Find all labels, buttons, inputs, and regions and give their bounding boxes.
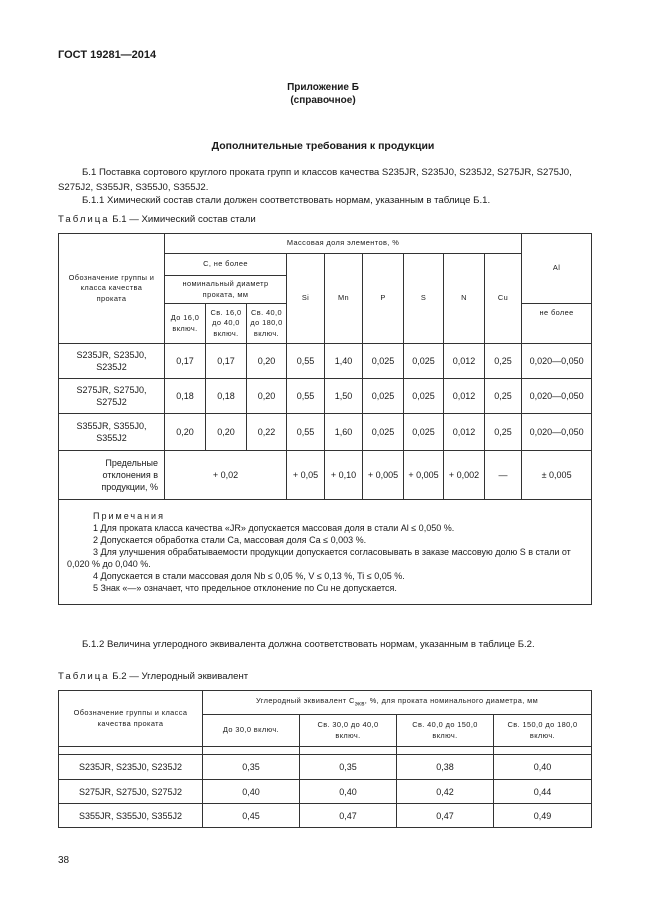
- deviation-mn-cell: + 0,10: [325, 451, 363, 500]
- p-cell: 0,025: [363, 379, 404, 414]
- ceq-cell: 0,44: [494, 780, 592, 804]
- appendix-subtitle: (справочное): [290, 95, 356, 106]
- table2-spacer: [59, 747, 203, 755]
- paragraph-b1-line1: Б.1 Поставка сортового круглого проката групп и классов качества S235JR, S235J0, S235J2, S275JR, S275J0,: [82, 167, 572, 178]
- c3-cell: 0,20: [247, 379, 287, 414]
- s-cell: 0,025: [404, 379, 444, 414]
- note-2: 2 Допускается обработка стали Са, массовая доля Са ≤ 0,003 %.: [93, 535, 367, 545]
- c2-cell: 0,17: [206, 344, 247, 379]
- al-cell: 0,020—0,050: [522, 344, 592, 379]
- ceq-header-pre: Углеродный эквивалент С: [255, 695, 355, 705]
- table1-group-header: Обозначение группы и класса качества проката: [59, 234, 165, 344]
- p-cell: 0,025: [363, 414, 404, 451]
- table2-diameter-3: Св. 40,0 до 150,0 включ.: [397, 715, 494, 747]
- section-title: Дополнительные требования к продукции: [211, 140, 435, 152]
- table1-mass-fraction-header: Массовая доля элементов, %: [165, 234, 522, 254]
- table1-n-header: N: [444, 254, 485, 344]
- table2-spacer: [203, 747, 300, 755]
- s-cell: 0,025: [404, 344, 444, 379]
- table2-spacer: [300, 747, 397, 755]
- ceq-cell: 0,47: [397, 804, 494, 828]
- table1-diameter-3: Св. 40,0 до 180,0 включ.: [247, 304, 287, 344]
- al-cell: 0,020—0,050: [522, 414, 592, 451]
- paragraph-b12: Б.1.2 Величина углеродного эквивалента должна соответствовать нормам, указанным в таблице Б.2.: [82, 639, 535, 650]
- p-cell: 0,025: [363, 344, 404, 379]
- table1-cu-header: Cu: [485, 254, 522, 344]
- grade-cell: S275JR, S275J0, S275J2: [59, 780, 203, 804]
- table2-spacer: [397, 747, 494, 755]
- c2-cell: 0,20: [206, 414, 247, 451]
- c1-cell: 0,18: [165, 379, 206, 414]
- ceq-cell: 0,49: [494, 804, 592, 828]
- table2-diameter-2: Св. 30,0 до 40,0 включ.: [300, 715, 397, 747]
- s-cell: 0,025: [404, 414, 444, 451]
- page-number: 38: [58, 855, 70, 866]
- appendix-title: Приложение Б: [287, 82, 359, 93]
- note-1: 1 Для проката класса качества «JR» допускается массовая доля в стали Al ≤ 0,050 %.: [93, 523, 455, 533]
- mn-cell: 1,60: [325, 414, 363, 451]
- table-row: [59, 379, 592, 414]
- table1-mn-header: Mn: [325, 254, 363, 344]
- deviation-cu-cell: —: [485, 451, 522, 500]
- grade-cell: S235JR, S235J0, S235J2: [59, 344, 165, 379]
- table2-ceq-header: [203, 691, 592, 715]
- table1-diameter-1: До 16,0 включ.: [165, 304, 206, 344]
- deviation-si-cell: + 0,05: [287, 451, 325, 500]
- table2-diameter-1: До 30,0 включ.: [203, 715, 300, 747]
- table1-not-more-header: не более: [522, 304, 592, 344]
- paragraph-b1-line2: S275J2, S355JR, S355J0, S355J2.: [58, 182, 209, 193]
- mn-cell: 1,50: [325, 379, 363, 414]
- n-cell: 0,012: [444, 379, 485, 414]
- ceq-cell: 0,40: [494, 755, 592, 780]
- table-chemical-composition: [58, 233, 592, 605]
- grade-cell: S355JR, S355J0, S355J2: [59, 804, 203, 828]
- c3-cell: 0,20: [247, 344, 287, 379]
- cu-cell: 0,25: [485, 379, 522, 414]
- table1-caption-text: Б.1 — Химический состав стали: [112, 214, 256, 225]
- deviation-al-cell: ± 0,005: [522, 451, 592, 500]
- table2-caption-word: Таблица: [58, 671, 110, 682]
- document-header: ГОСТ 19281—2014: [58, 49, 157, 61]
- ceq-cell: 0,40: [203, 780, 300, 804]
- table1-al-header: Al: [522, 234, 592, 304]
- table2-group-header: Обозначение группы и класса качества проката: [59, 691, 203, 747]
- table-carbon-equivalent: [58, 690, 592, 828]
- deviation-n-cell: + 0,002: [444, 451, 485, 500]
- grade-cell: S355JR, S355J0, S355J2: [59, 414, 165, 451]
- n-cell: 0,012: [444, 344, 485, 379]
- deviation-c-cell: + 0,02: [165, 451, 287, 500]
- ceq-cell: 0,35: [300, 755, 397, 780]
- mn-cell: 1,40: [325, 344, 363, 379]
- table1-caption: [58, 214, 256, 225]
- note-3: 3 Для улучшения обрабатываемости продукции допускается согласовывать в заказе массовую долю S в стали от 0,020 % до 0,040 %.: [67, 547, 571, 569]
- si-cell: 0,55: [287, 414, 325, 451]
- c3-cell: 0,22: [247, 414, 287, 451]
- si-cell: 0,55: [287, 344, 325, 379]
- table1-nominal-diameter-header: номинальный диаметр проката, мм: [165, 276, 287, 304]
- table2-caption: [58, 671, 248, 682]
- c2-cell: 0,18: [206, 379, 247, 414]
- ceq-header-sub: экв: [354, 700, 365, 707]
- al-cell: 0,020—0,050: [522, 379, 592, 414]
- table1-s-header: S: [404, 254, 444, 344]
- paragraph-b11: Б.1.1 Химический состав стали должен соответствовать нормам, указанным в таблице Б.1.: [82, 195, 491, 206]
- c1-cell: 0,20: [165, 414, 206, 451]
- ceq-cell: 0,45: [203, 804, 300, 828]
- table1-diameter-2: Св. 16,0 до 40,0 включ.: [206, 304, 247, 344]
- table1-caption-word: Таблица: [58, 214, 110, 225]
- table1-c-header: С, не более: [165, 254, 287, 276]
- table-row: [59, 780, 592, 804]
- ceq-cell: 0,35: [203, 755, 300, 780]
- table2-diameter-4: Св. 150,0 до 180,0 включ.: [494, 715, 592, 747]
- c1-cell: 0,17: [165, 344, 206, 379]
- ceq-cell: 0,47: [300, 804, 397, 828]
- deviation-s-cell: + 0,005: [404, 451, 444, 500]
- si-cell: 0,55: [287, 379, 325, 414]
- cu-cell: 0,25: [485, 344, 522, 379]
- deviation-p-cell: + 0,005: [363, 451, 404, 500]
- notes-title: Примечания: [93, 511, 165, 521]
- grade-cell: S235JR, S235J0, S235J2: [59, 755, 203, 780]
- table-row-deviation: [59, 451, 592, 500]
- table1-si-header: Si: [287, 254, 325, 344]
- table-row: [59, 755, 592, 780]
- ceq-cell: 0,40: [300, 780, 397, 804]
- table1-p-header: P: [363, 254, 404, 344]
- ceq-cell: 0,42: [397, 780, 494, 804]
- note-4: 4 Допускается в стали массовая доля Nb ≤ 0,05 %, V ≤ 0,13 %, Ti ≤ 0,05 %.: [93, 571, 405, 581]
- table-row: [59, 804, 592, 828]
- cu-cell: 0,25: [485, 414, 522, 451]
- table2-caption-text: Б.2 — Углеродный эквивалент: [112, 671, 249, 682]
- ceq-header-post: , %, для проката номинального диаметра, мм: [364, 695, 539, 705]
- table2-spacer: [494, 747, 592, 755]
- table-row: [59, 344, 592, 379]
- deviation-label: Предельные отклонения в продукции, %: [59, 451, 165, 500]
- grade-cell: S275JR, S275J0, S275J2: [59, 379, 165, 414]
- table-row: [59, 414, 592, 451]
- table1-notes: [59, 500, 592, 605]
- note-5: 5 Знак «—» означает, что предельное отклонение по Cu не допускается.: [93, 583, 397, 593]
- ceq-cell: 0,38: [397, 755, 494, 780]
- n-cell: 0,012: [444, 414, 485, 451]
